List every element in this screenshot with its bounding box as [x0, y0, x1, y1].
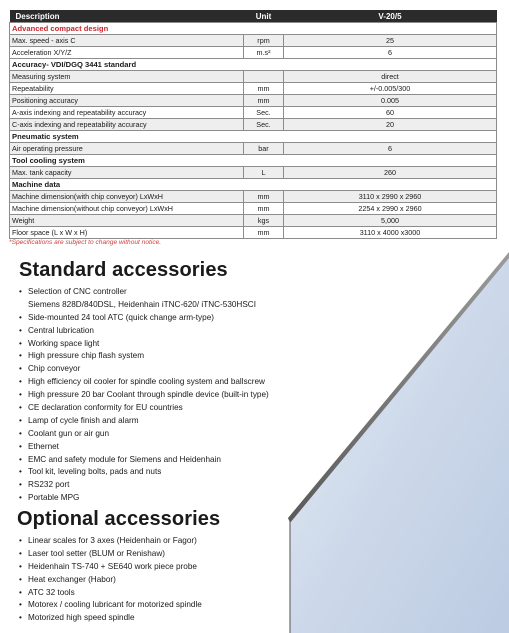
header-model: V-20/5 [284, 10, 497, 23]
spec-value: 25 [284, 35, 497, 47]
spec-label: Weight [10, 215, 244, 227]
standard-accessory-item: Siemens 828D/840DSL, Heidenhain iTNC-620/ iTNC-530HSCI [28, 299, 256, 309]
spec-row [10, 227, 497, 239]
standard-accessory-item: • Ethernet [19, 441, 269, 454]
standard-accessory-item: • Side-mounted 24 tool ATC (quick change arm-type) [19, 312, 269, 325]
spec-value: +/-0.005/300 [284, 83, 497, 95]
optional-accessory-item: • Laser tool setter (BLUM or Renishaw) [19, 548, 202, 561]
spec-value: 3110 x 4000 x3000 [284, 227, 497, 239]
spec-label: Floor space (L x W x H) [10, 227, 244, 239]
spec-row [10, 47, 497, 59]
standard-accessories-list [19, 286, 269, 505]
spec-section-label: Advanced compact design [10, 23, 497, 35]
spec-label: A-axis indexing and repeatability accuracy [10, 107, 244, 119]
standard-accessory-item: • CE declaration conformity for EU countries [19, 402, 269, 415]
optional-accessories-list [19, 535, 202, 625]
spec-unit: kgs [244, 215, 284, 227]
spec-table-container [9, 10, 496, 239]
spec-label: Repeatability [10, 83, 244, 95]
spec-unit: rpm [244, 35, 284, 47]
spec-label: Acceleration X/Y/Z [10, 47, 244, 59]
spec-value: 20 [284, 119, 497, 131]
spec-value: direct [284, 71, 497, 83]
header-unit: Unit [244, 10, 284, 23]
spec-label: Air operating pressure [10, 143, 244, 155]
spec-label: Max. speed - axis C [10, 35, 244, 47]
standard-accessory-item: • Coolant gun or air gun [19, 428, 269, 441]
spec-section-row [10, 23, 497, 35]
spec-unit: m.s² [244, 47, 284, 59]
spec-unit: mm [244, 227, 284, 239]
spec-row [10, 83, 497, 95]
standard-accessory-item: • Chip conveyor [19, 363, 269, 376]
spec-unit: mm [244, 95, 284, 107]
spec-row [10, 35, 497, 47]
optional-accessory-item: • ATC 32 tools [19, 587, 202, 600]
spec-row [10, 107, 497, 119]
spec-section-label: Pneumatic system [10, 131, 497, 143]
header-description: Description [10, 10, 244, 23]
standard-accessory-item: • Working space light [19, 338, 269, 351]
spec-value: 60 [284, 107, 497, 119]
standard-accessory-item: • High efficiency oil cooler for spindle cooling system and ballscrew [19, 376, 269, 389]
spec-value: 0.005 [284, 95, 497, 107]
standard-accessory-item: • Portable MPG [19, 492, 269, 505]
standard-accessory-item: • Central lubrication [19, 325, 269, 338]
spec-label: Machine dimension(without chip conveyor) LxWxH [10, 203, 244, 215]
spec-unit [244, 71, 284, 83]
spec-value: 5,000 [284, 215, 497, 227]
spec-value: 2254 x 2990 x 2960 [284, 203, 497, 215]
spec-unit: mm [244, 191, 284, 203]
spec-label: C-axis indexing and repeatability accuracy [10, 119, 244, 131]
spec-section-label: Tool cooling system [10, 155, 497, 167]
standard-accessory-item: • EMC and safety module for Siemens and Heidenhain [19, 454, 269, 467]
spec-row [10, 203, 497, 215]
spec-label: Max. tank capacity [10, 167, 244, 179]
optional-accessory-item: • Heat exchanger (Habor) [19, 574, 202, 587]
spec-label: Positioning accuracy [10, 95, 244, 107]
optional-accessory-item: • Motorized high speed spindle [19, 612, 202, 625]
spec-value: 260 [284, 167, 497, 179]
spec-row [10, 95, 497, 107]
spec-section-label: Accuracy- VDI/DGQ 3441 standard [10, 59, 497, 71]
spec-footnote: *Specifications are subject to change without notice. [9, 239, 162, 246]
spec-row [10, 167, 497, 179]
standard-accessory-item: • RS232 port [19, 479, 269, 492]
spec-row [10, 191, 497, 203]
spec-table [9, 10, 497, 239]
spec-unit: Sec. [244, 119, 284, 131]
optional-accessory-item: • Motorex / cooling lubricant for motorized spindle [19, 599, 202, 612]
spec-row [10, 143, 497, 155]
spec-unit: bar [244, 143, 284, 155]
spec-section-label: Machine data [10, 179, 497, 191]
spec-table-header [10, 10, 497, 23]
spec-section-row [10, 155, 497, 167]
standard-accessories-title: Standard accessories [19, 259, 228, 281]
optional-accessories-title: Optional accessories [17, 508, 221, 530]
spec-unit: Sec. [244, 107, 284, 119]
standard-accessory-item: • Selection of CNC controller [19, 286, 269, 299]
spec-value: 3110 x 2990 x 2960 [284, 191, 497, 203]
standard-accessory-item: • High pressure chip flash system [19, 350, 269, 363]
spec-row [10, 119, 497, 131]
standard-accessory-item: • High pressure 20 bar Coolant through spindle device (built-in type) [19, 389, 269, 402]
spec-row [10, 215, 497, 227]
spec-section-row [10, 59, 497, 71]
spec-table-body [10, 23, 497, 239]
optional-accessory-item: • Heidenhain TS-740 + SE640 work piece probe [19, 561, 202, 574]
spec-section-row [10, 131, 497, 143]
spec-value: 6 [284, 47, 497, 59]
spec-label: Measuring system [10, 71, 244, 83]
spec-row [10, 71, 497, 83]
spec-label: Machine dimension(with chip conveyor) LxWxH [10, 191, 244, 203]
spec-unit: mm [244, 83, 284, 95]
optional-accessory-item: • Linear scales for 3 axes (Heidenhain or Fagor) [19, 535, 202, 548]
spec-section-row [10, 179, 497, 191]
standard-accessory-item: • Lamp of cycle finish and alarm [19, 415, 269, 428]
spec-unit: L [244, 167, 284, 179]
standard-accessory-item: • Tool kit, leveling bolts, pads and nuts [19, 466, 269, 479]
spec-value: 6 [284, 143, 497, 155]
spec-unit: mm [244, 203, 284, 215]
